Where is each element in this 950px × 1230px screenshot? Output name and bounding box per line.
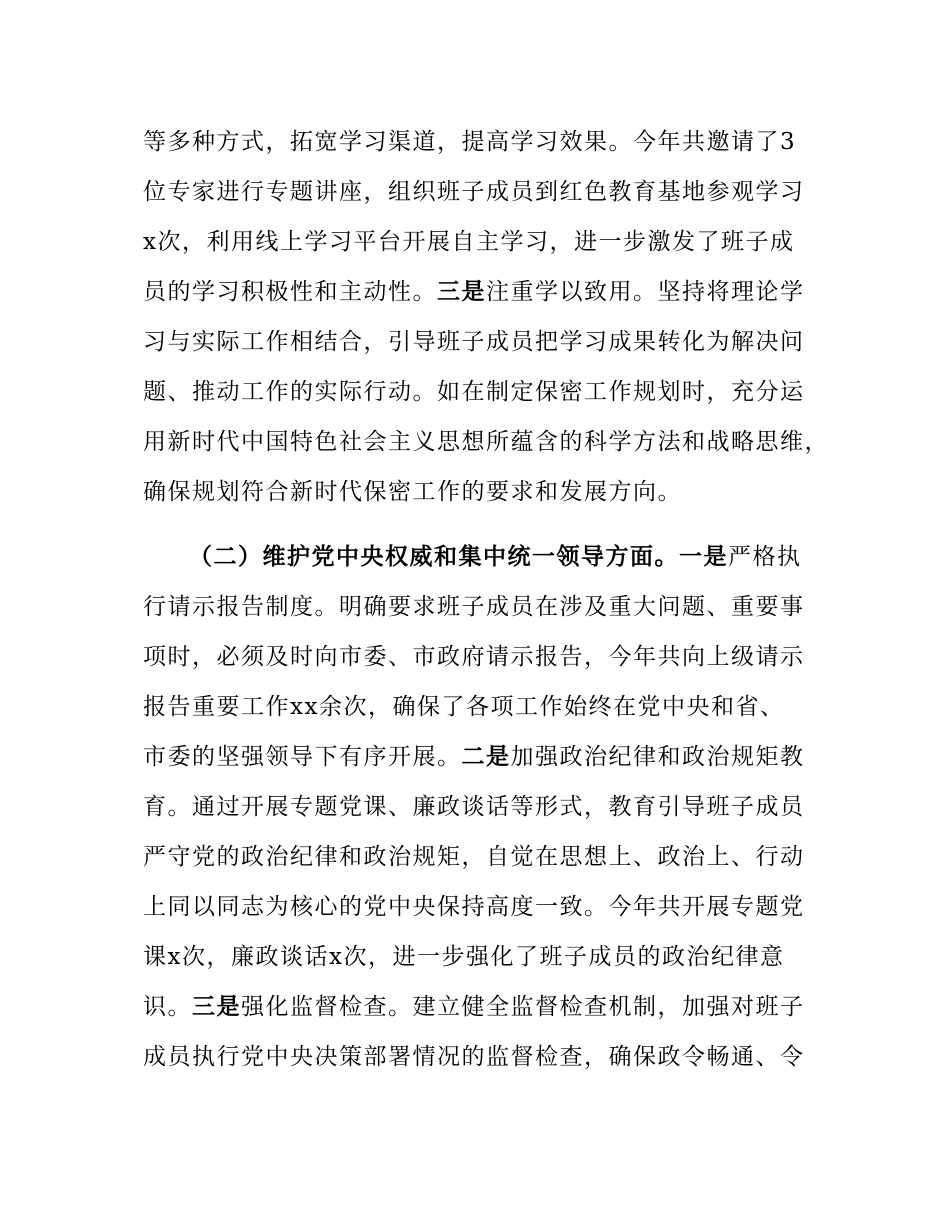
text-line [143, 743, 805, 771]
text-line: 项时，必须及时向市委、市政府请示报告，今年共向上级请示 [143, 644, 805, 670]
text-line: 题、推动工作的实际行动。如在制定保密工作规划时，充分运 [143, 379, 805, 405]
text-segment: 强化监督检查。建立健全监督检查机制，加强对班子 [241, 994, 805, 1020]
text-line: 行请示报告制度。明确要求班子成员在涉及重大问题、重要事 [143, 594, 805, 620]
text-line: x次，利用线上学习平台开展自主学习，进一步激发了班子成 [143, 229, 795, 255]
bold-keyword: 三是 [437, 279, 486, 305]
section-heading-line [189, 543, 802, 571]
text-line: 上同以同志为核心的党中央保持高度一致。今年共开展专题党 [143, 894, 805, 920]
text-line: 育。通过开展专题党课、廉政谈话等形式，教育引导班子成员 [143, 794, 805, 820]
section-heading: （二）维护党中央权威和集中统一领导方面。一是 [189, 544, 728, 570]
text-segment: 严格执 [728, 544, 802, 570]
text-line [143, 278, 805, 306]
text-line: 用新时代中国特色社会主义思想所蕴含的科学方法和战略思维， [143, 429, 829, 455]
text-line: 确保规划符合新时代保密工作的要求和发展方向。 [143, 479, 682, 505]
text-line [143, 993, 805, 1021]
text-line: 习与实际工作相结合，引导班子成员把学习成果转化为解决问 [143, 329, 805, 355]
text-segment: 注重学以致用。坚持将理论学 [486, 279, 805, 305]
text-segment: 市委的坚强领导下有序开展。 [143, 744, 462, 770]
text-segment: 识。 [143, 994, 192, 1020]
text-line: 课x次，廉政谈话x次，进一步强化了班子成员的政治纪律意 [143, 944, 785, 970]
bold-keyword: 三是 [192, 994, 241, 1020]
bold-keyword: 二是 [461, 744, 511, 770]
text-line: 等多种方式，拓宽学习渠道，提高学习效果。今年共邀请了3 [143, 129, 797, 155]
text-line: 成员执行党中央决策部署情况的监督检查，确保政令畅通、令 [143, 1044, 805, 1070]
text-segment: 加强政治纪律和政治规矩教 [510, 744, 805, 770]
text-line: 位专家进行专题讲座，组织班子成员到红色教育基地参观学习 [143, 179, 805, 205]
text-segment: 员的学习积极性和主动性。 [143, 279, 437, 305]
text-line: 报告重要工作xx余次，确保了各项工作始终在党中央和省、 [143, 694, 785, 720]
text-line: 严守党的政治纪律和政治规矩，自觉在思想上、政治上、行动 [143, 844, 805, 870]
